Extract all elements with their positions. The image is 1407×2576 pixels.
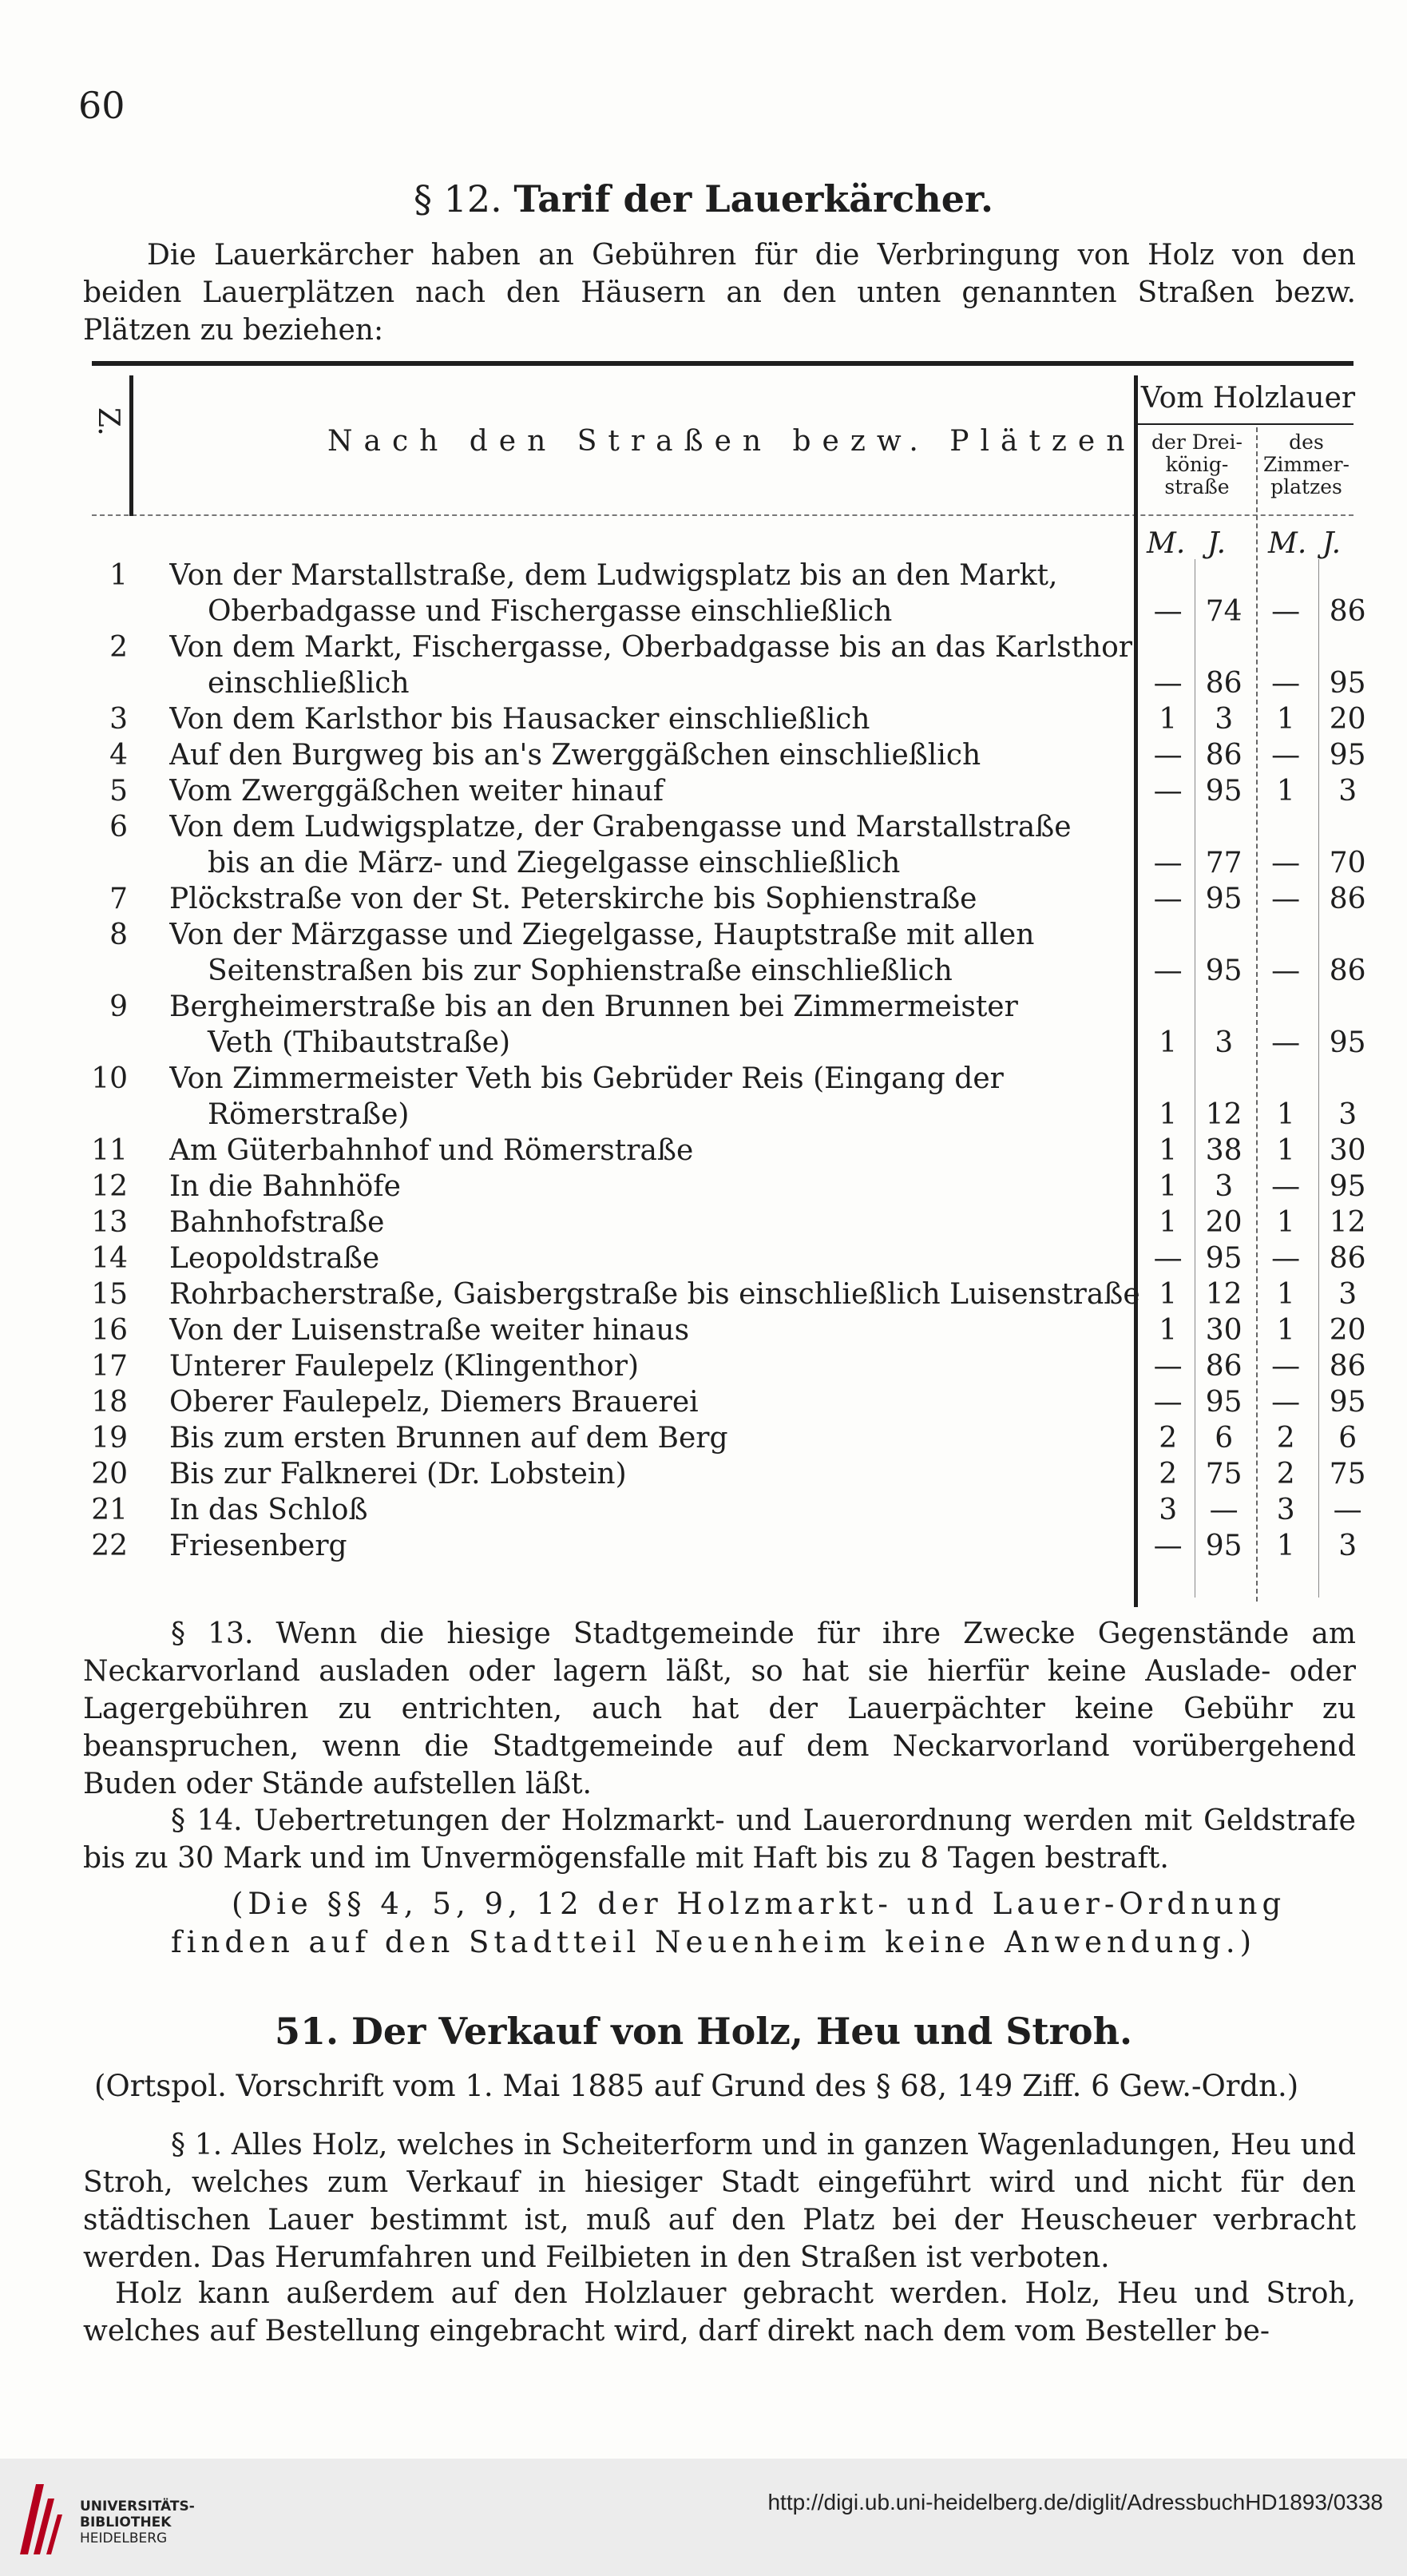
table-row xyxy=(80,1240,1376,1276)
row-number: 13 xyxy=(91,1206,128,1239)
price-a-pf: 95 xyxy=(1205,955,1243,987)
unit-b-pf: J. xyxy=(1322,527,1342,560)
price-a-pf xyxy=(1196,917,1252,953)
price-a-pf: 95 xyxy=(1205,775,1243,808)
price-a-m: — xyxy=(1153,1350,1183,1383)
source-url-link[interactable]: http://digi.ub.uni-heidelberg.de/diglit/AdressbuchHD1893/0338 xyxy=(767,2490,1383,2514)
price-b-pf: 86 xyxy=(1329,883,1366,915)
price-b-pf: 95 xyxy=(1329,739,1366,772)
table-header-col-a xyxy=(1138,431,1256,498)
price-b-pf xyxy=(1320,809,1376,845)
price-b-pf: 95 xyxy=(1329,1386,1366,1419)
price-b-pf: 30 xyxy=(1329,1134,1366,1167)
row-number xyxy=(80,1025,169,1061)
price-a-m xyxy=(1140,1061,1196,1097)
table-row xyxy=(80,1384,1376,1420)
price-b-pf: 86 xyxy=(1329,1350,1366,1383)
row-number: 2 xyxy=(109,631,128,664)
table-header-desc: Nach den Straßen bezw. Plätzen xyxy=(327,425,1136,458)
table-row xyxy=(80,1492,1376,1528)
price-b-m: — xyxy=(1271,1170,1301,1203)
row-number: 17 xyxy=(91,1350,128,1383)
price-a-m: 1 xyxy=(1159,703,1178,736)
row-description-continued: Oberbadgasse und Fischergasse einschließlich xyxy=(208,595,893,628)
col-a-line2: könig- xyxy=(1165,453,1229,476)
library-name xyxy=(80,2499,195,2546)
price-b-m: 1 xyxy=(1276,1098,1295,1131)
price-a-pf: 12 xyxy=(1205,1098,1243,1131)
table-row xyxy=(80,1205,1376,1240)
price-b-pf xyxy=(1320,989,1376,1025)
row-number: 14 xyxy=(91,1242,128,1275)
price-a-pf: 95 xyxy=(1205,883,1243,915)
price-b-m xyxy=(1252,917,1320,953)
row-description: Am Güterbahnhof und Römerstraße xyxy=(169,1134,694,1167)
row-description: In die Bahnhöfe xyxy=(169,1170,401,1203)
row-number: 16 xyxy=(91,1314,128,1347)
price-a-pf: 86 xyxy=(1205,1350,1243,1383)
price-b-pf: 20 xyxy=(1329,1314,1366,1347)
table-header-rule xyxy=(92,514,1353,518)
row-number: 1 xyxy=(109,559,128,592)
table-row xyxy=(80,1276,1376,1312)
row-description: Plöckstraße von der St. Peterskirche bis Sophienstraße xyxy=(169,883,977,915)
table-row xyxy=(80,629,1376,665)
row-number xyxy=(80,665,169,701)
price-b-m: — xyxy=(1271,847,1301,879)
price-a-m: — xyxy=(1153,775,1183,808)
price-b-pf: 95 xyxy=(1329,1026,1366,1059)
price-a-m: — xyxy=(1153,1242,1183,1275)
price-b-pf xyxy=(1320,917,1376,953)
price-a-pf: 75 xyxy=(1205,1458,1243,1490)
table-row xyxy=(80,593,1376,629)
price-a-m: — xyxy=(1153,595,1183,628)
price-a-m: — xyxy=(1153,739,1183,772)
price-a-pf: 3 xyxy=(1215,1170,1234,1203)
unit-b-mark: M. xyxy=(1268,527,1307,560)
row-description: Oberer Faulepelz, Diemers Brauerei xyxy=(169,1386,699,1419)
price-b-m xyxy=(1252,809,1320,845)
row-description: Von dem Karlsthor bis Hausacker einschließlich xyxy=(169,703,870,736)
row-description: Unterer Faulepelz (Klingenthor) xyxy=(169,1350,640,1383)
price-a-m xyxy=(1140,809,1196,845)
row-number: 8 xyxy=(109,919,128,951)
table-row xyxy=(80,989,1376,1025)
price-b-m xyxy=(1252,558,1320,593)
row-description-continued: einschließlich xyxy=(208,667,410,700)
digitization-footer xyxy=(0,2459,1407,2576)
price-b-m: 2 xyxy=(1276,1422,1295,1455)
price-b-pf: 95 xyxy=(1329,667,1366,700)
page-number: 60 xyxy=(78,84,125,127)
price-b-m: — xyxy=(1271,1026,1301,1059)
row-number: 6 xyxy=(109,811,128,843)
tariff-table xyxy=(80,558,1376,1564)
price-a-pf: 77 xyxy=(1205,847,1243,879)
price-a-pf: 38 xyxy=(1205,1134,1243,1167)
price-b-pf xyxy=(1320,1061,1376,1097)
section-12-title: Tarif der Lauerkärcher. xyxy=(513,177,993,220)
price-a-pf: 74 xyxy=(1205,595,1243,628)
table-header-no: Z. xyxy=(92,407,125,436)
row-number: 7 xyxy=(109,883,128,915)
section-13-text: § 13. Wenn die hiesige Stadtgemeinde für ihre Zwecke Gegenstände am Neckarvorland ausladen oder lagern läßt, so hat sie hierfür keine Auslade- oder Lagergebühren zu entrichten, auch hat der Lauerpächter keine Gebühr zu beanspruchen, wenn die Stadtgemeinde auf dem Neckarvorland vorübergehend Buden oder Stände aufstellen läßt. xyxy=(83,1617,1356,1800)
price-a-m: — xyxy=(1153,1530,1183,1562)
section-51-subtitle: (Ortspol. Vorschrift vom 1. Mai 1885 auf Grund des § 68, 149 Ziff. 6 Gew.-Ordn.) xyxy=(94,2069,1299,2103)
price-b-m: — xyxy=(1271,1350,1301,1383)
table-row xyxy=(80,1025,1376,1061)
table-row xyxy=(80,1097,1376,1133)
table-header-col-b xyxy=(1258,431,1354,498)
price-a-m: 1 xyxy=(1159,1134,1178,1167)
price-a-m xyxy=(1140,917,1196,953)
price-b-m: 1 xyxy=(1276,1278,1295,1311)
row-description-continued: Veth (Thibautstraße) xyxy=(208,1026,511,1059)
price-a-m: 1 xyxy=(1159,1026,1178,1059)
price-a-m: 2 xyxy=(1159,1422,1178,1455)
price-b-m: 1 xyxy=(1276,1206,1295,1239)
row-description-continued: Römerstraße) xyxy=(208,1098,410,1131)
price-a-pf xyxy=(1196,989,1252,1025)
table-row xyxy=(80,1061,1376,1097)
table-row xyxy=(80,737,1376,773)
price-b-pf: 20 xyxy=(1329,703,1366,736)
price-a-m: — xyxy=(1153,847,1183,879)
price-a-pf xyxy=(1196,629,1252,665)
table-row xyxy=(80,917,1376,953)
row-number xyxy=(80,845,169,881)
price-b-m: — xyxy=(1271,1386,1301,1419)
row-description: Von dem Markt, Fischergasse, Oberbadgasse bis an das Karlsthor xyxy=(169,631,1133,664)
row-description: Leopoldstraße xyxy=(169,1242,380,1275)
table-row xyxy=(80,1348,1376,1384)
row-number xyxy=(80,1097,169,1133)
price-b-m: 2 xyxy=(1276,1458,1295,1490)
col-b-line3: platzes xyxy=(1270,475,1342,498)
price-a-pf: 95 xyxy=(1205,1386,1243,1419)
row-description: Friesenberg xyxy=(169,1530,347,1562)
price-b-m xyxy=(1252,1061,1320,1097)
price-a-m: 1 xyxy=(1159,1278,1178,1311)
price-b-pf: 3 xyxy=(1338,1278,1357,1311)
price-b-m: 1 xyxy=(1276,703,1295,736)
library-name-line3: HEIDELBERG xyxy=(80,2530,168,2546)
price-a-m: — xyxy=(1153,1386,1183,1419)
row-number: 15 xyxy=(91,1278,128,1311)
table-row xyxy=(80,773,1376,809)
row-number: 4 xyxy=(109,739,128,772)
row-number: 5 xyxy=(109,775,128,808)
price-b-m: — xyxy=(1271,595,1301,628)
price-b-pf: 12 xyxy=(1329,1206,1366,1239)
price-a-m xyxy=(1140,989,1196,1025)
row-description: Von dem Ludwigsplatze, der Grabengasse und Marstallstraße xyxy=(169,811,1072,843)
row-number: 21 xyxy=(91,1494,128,1526)
col-b-line2: Zimmer- xyxy=(1263,453,1350,476)
section-14-text: § 14. Uebertretungen der Holzmarkt- und Lauerordnung werden mit Geldstrafe bis zu 30 Mark und im Unvermögensfalle mit Haft bis zu 8 Tagen bestraft. xyxy=(83,1804,1356,1875)
table-row xyxy=(80,1456,1376,1492)
row-description: Bis zur Falknerei (Dr. Lobstein) xyxy=(169,1458,627,1490)
price-a-pf: — xyxy=(1209,1494,1239,1526)
price-b-m xyxy=(1252,629,1320,665)
price-a-pf: 95 xyxy=(1205,1242,1243,1275)
price-b-m: 1 xyxy=(1276,1530,1295,1562)
row-number: 3 xyxy=(109,703,128,736)
price-a-m: 1 xyxy=(1159,1206,1178,1239)
table-row xyxy=(80,1528,1376,1564)
note-line1: (Die §§ 4, 5, 9, 12 der Holzmarkt- und Lauer-Ordnung xyxy=(232,1887,1286,1921)
table-row xyxy=(80,558,1376,593)
table-row xyxy=(80,953,1376,989)
tariff-table-body xyxy=(80,558,1376,1564)
price-b-m: 1 xyxy=(1276,1314,1295,1347)
price-b-pf: 86 xyxy=(1329,1242,1366,1275)
price-b-pf: 3 xyxy=(1338,1098,1357,1131)
price-a-m: — xyxy=(1153,883,1183,915)
row-description-continued: bis an die März- und Ziegelgasse einschließlich xyxy=(208,847,901,879)
row-number xyxy=(80,593,169,629)
table-no-divider xyxy=(129,375,133,516)
table-row xyxy=(80,1420,1376,1456)
price-b-m xyxy=(1252,989,1320,1025)
library-name-line1: UNIVERSITÄTS- xyxy=(80,2499,195,2514)
price-b-pf: 86 xyxy=(1329,595,1366,628)
price-b-m: — xyxy=(1271,955,1301,987)
price-a-pf xyxy=(1196,809,1252,845)
row-number: 12 xyxy=(91,1170,128,1203)
price-a-pf: 86 xyxy=(1205,739,1243,772)
table-header-group: Vom Holzlauer xyxy=(1140,382,1356,415)
note-line2: finden auf den Stadtteil Neuenheim keine Anwendung.) xyxy=(171,1925,1257,1959)
col-a-line3: straße xyxy=(1164,475,1230,498)
table-row xyxy=(80,881,1376,917)
price-a-m: 1 xyxy=(1159,1098,1178,1131)
table-row xyxy=(80,1133,1376,1169)
price-a-m: 1 xyxy=(1159,1314,1178,1347)
row-number: 18 xyxy=(91,1386,128,1419)
price-a-pf: 3 xyxy=(1215,1026,1234,1059)
section-12-heading xyxy=(0,177,1407,220)
price-a-m: — xyxy=(1153,955,1183,987)
price-a-pf: 12 xyxy=(1205,1278,1243,1311)
unit-a-pf: J. xyxy=(1207,527,1227,560)
col-b-line1: des xyxy=(1289,431,1324,454)
price-b-pf: 70 xyxy=(1329,847,1366,879)
row-description: Bergheimerstraße bis an den Brunnen bei Zimmermeister xyxy=(169,990,1018,1023)
row-description: Bahnhofstraße xyxy=(169,1206,385,1239)
row-number xyxy=(80,953,169,989)
price-a-pf: 3 xyxy=(1215,703,1234,736)
row-description-continued: Seitenstraßen bis zur Sophienstraße einschließlich xyxy=(208,955,953,987)
row-number: 22 xyxy=(91,1530,128,1562)
price-a-pf: 6 xyxy=(1215,1422,1234,1455)
table-row xyxy=(80,809,1376,845)
row-number: 20 xyxy=(91,1458,128,1490)
price-a-m xyxy=(1140,629,1196,665)
col-a-line1: der Drei- xyxy=(1151,431,1243,454)
university-library-logo-icon xyxy=(16,2483,64,2556)
unit-a-mark: M. xyxy=(1147,527,1186,560)
price-a-pf: 30 xyxy=(1205,1314,1243,1347)
row-description: Rohrbacherstraße, Gaisbergstraße bis einschließlich Luisenstraße xyxy=(169,1278,1140,1311)
row-description: Von der Marstallstraße, dem Ludwigsplatz bis an den Markt, xyxy=(169,559,1058,592)
price-b-pf xyxy=(1320,558,1376,593)
price-a-m xyxy=(1140,558,1196,593)
price-b-pf: 3 xyxy=(1338,1530,1357,1562)
row-number: 10 xyxy=(91,1062,128,1095)
price-b-m: — xyxy=(1271,667,1301,700)
price-b-pf: 75 xyxy=(1329,1458,1366,1490)
table-top-rule xyxy=(92,361,1353,366)
section-51-paragraph-2: Holz kann außerdem auf den Holzlauer gebracht werden. Holz, Heu und Stroh, welches auf Bestellung eingebracht wird, darf direkt nach dem vom Besteller be- xyxy=(83,2277,1356,2348)
price-a-pf xyxy=(1196,1061,1252,1097)
price-a-pf: 95 xyxy=(1205,1530,1243,1562)
price-a-pf xyxy=(1196,558,1252,593)
price-b-pf xyxy=(1320,629,1376,665)
row-number: 19 xyxy=(91,1422,128,1455)
price-b-m: — xyxy=(1271,883,1301,915)
section-51-title: 51. Der Verkauf von Holz, Heu und Stroh. xyxy=(274,2010,1133,2053)
price-b-m: — xyxy=(1271,739,1301,772)
row-description: Auf den Burgweg bis an's Zwerggäßchen einschließlich xyxy=(169,739,981,772)
price-b-pf: 86 xyxy=(1329,955,1366,987)
section-51-paragraph-1: § 1. Alles Holz, welches in Scheiterform und in ganzen Wagenladungen, Heu und Stroh, welches zum Verkauf in hiesiger Stadt eingeführt wird und nicht für den städtischen Lauer bestimmt ist, muß auf den Platz bei der Heuscheuer verbracht werden. Das Herumfahren und Feilbieten in den Straßen ist verboten. xyxy=(83,2129,1356,2274)
price-b-m: 1 xyxy=(1276,1134,1295,1167)
price-a-pf: 20 xyxy=(1205,1206,1243,1239)
price-a-m: 3 xyxy=(1159,1494,1178,1526)
price-a-m: 1 xyxy=(1159,1170,1178,1203)
table-group-rule xyxy=(1134,423,1353,425)
price-a-m: 2 xyxy=(1159,1458,1178,1490)
price-b-m: 3 xyxy=(1276,1494,1295,1526)
price-a-pf: 86 xyxy=(1205,667,1243,700)
table-row xyxy=(80,1312,1376,1348)
row-description: In das Schloß xyxy=(169,1494,368,1526)
section-12-number: § 12. xyxy=(414,177,502,220)
price-b-pf: — xyxy=(1333,1494,1362,1526)
section-12-intro: Die Lauerkärcher haben an Gebühren für die Verbringung von Holz von den beiden Lauerplätzen nach den Häusern an den unten genannten Straßen bezw. Plätzen zu beziehen: xyxy=(83,239,1356,347)
row-description: Von Zimmermeister Veth bis Gebrüder Reis (Eingang der xyxy=(169,1062,1004,1095)
price-b-pf: 6 xyxy=(1338,1422,1357,1455)
price-a-m: — xyxy=(1153,667,1183,700)
table-row xyxy=(80,665,1376,701)
price-b-m: 1 xyxy=(1276,775,1295,808)
library-name-line2: BIBLIOTHEK xyxy=(80,2514,172,2530)
price-b-pf: 3 xyxy=(1338,775,1357,808)
row-number: 11 xyxy=(91,1134,128,1167)
row-description: Vom Zwerggäßchen weiter hinauf xyxy=(169,775,664,808)
table-row xyxy=(80,845,1376,881)
price-b-pf: 95 xyxy=(1329,1170,1366,1203)
row-number: 9 xyxy=(109,990,128,1023)
row-description: Bis zum ersten Brunnen auf dem Berg xyxy=(169,1422,728,1455)
table-row xyxy=(80,1169,1376,1205)
price-b-m: — xyxy=(1271,1242,1301,1275)
table-row xyxy=(80,701,1376,737)
row-description: Von der Luisenstraße weiter hinaus xyxy=(169,1314,690,1347)
row-description: Von der Märzgasse und Ziegelgasse, Hauptstraße mit allen xyxy=(169,919,1035,951)
